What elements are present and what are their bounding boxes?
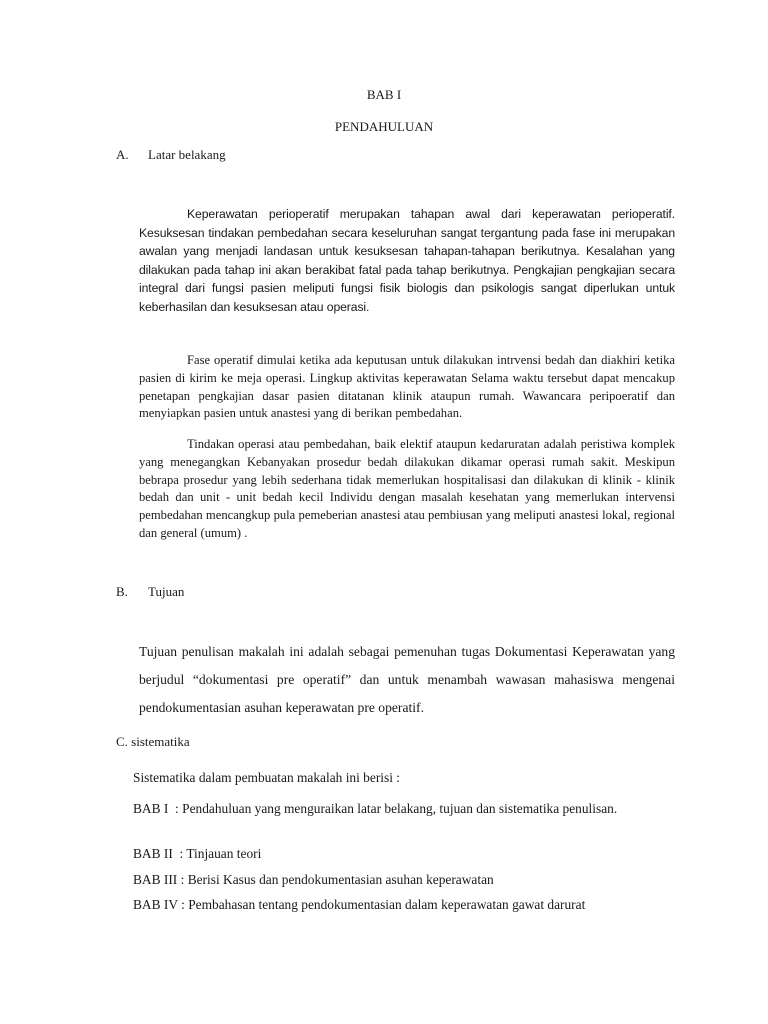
sistematika-item-label: BAB II : — [133, 846, 184, 861]
paragraph-text: Keperawatan perioperatif merupakan tahapan awal dari keperawatan perioperatif. Kesuksesan tindakan pembedahan secara keseluruhan sangat tergantung pada fase ini merupakan awalan yang menjadi landasan untuk kesuksesan tahapan-tahapan berikutnya. Kesalahan yang dilakukan pada tahap ini akan berakibat fatal pada tahap berikutnya. Pengkajian pengkajian secara integral dari fungsi pasien meliputi fungsi fisik biologis dan psikologis sangat diperlukan untuk keberhasilan dan kesuksesan atau operasi. — [139, 207, 675, 314]
sistematika-item-text: Tinjauan teori — [186, 846, 262, 861]
sistematika-intro: Sistematika dalam pembuatan makalah ini berisi : — [133, 770, 400, 785]
chapter-title: PENDAHULUAN — [334, 119, 434, 134]
section-a-heading — [116, 147, 226, 163]
section-a-letter: A. — [116, 147, 129, 162]
section-b-heading — [116, 584, 184, 600]
sistematika-item-bab-3 — [133, 872, 675, 888]
sistematika-item-label: BAB I : — [133, 801, 179, 816]
sistematika-item-bab-4 — [133, 897, 675, 913]
section-a-paragraph-3 — [139, 436, 675, 543]
section-a-title: Latar belakang — [148, 147, 226, 162]
section-a-paragraph-1 — [139, 205, 675, 316]
sistematika-item-label: BAB IV : — [133, 897, 185, 912]
paragraph-text: Tujuan penulisan makalah ini adalah sebagai pemenuhan tugas Dokumentasi Keperawatan yang berjudul “dokumentasi pre operatif” dan untuk menambah wawasan mahasiswa mengenai pendokumentasian asuhan keperawatan pre operatif. — [139, 644, 675, 715]
section-b-title: Tujuan — [148, 584, 185, 599]
sistematika-item-bab-2 — [133, 846, 675, 862]
chapter-number: BAB I — [366, 87, 402, 102]
sistematika-item-text: Berisi Kasus dan pendokumentasian asuhan keperawatan — [187, 872, 494, 887]
sistematika-item-text: Pembahasan tentang pendokumentasian dalam keperawatan gawat darurat — [188, 897, 586, 912]
sistematika-item-text: Pendahuluan yang menguraikan latar belakang, tujuan dan sistematika penulisan. — [182, 801, 618, 816]
paragraph-text: Fase operatif dimulai ketika ada keputusan untuk dilakukan intrvensi bedah dan diakhiri ketika pasien di kirim ke meja operasi. Lingkup aktivitas keperawatan Selama waktu tersebut dapat mencakup penetapan pengkajian dasar pasien ditatanan klinik ataupun rumah. Wawancara peripoeratif dan menyiapkan pasien untuk anastesi yang di berikan pembedahan. — [139, 353, 675, 421]
section-c-heading: C. sistematika — [116, 734, 190, 749]
section-b-paragraph — [139, 638, 675, 722]
section-b-letter: B. — [116, 584, 128, 599]
sistematika-item-bab-1 — [133, 796, 675, 821]
sistematika-item-label: BAB III : — [133, 872, 185, 887]
paragraph-text: Tindakan operasi atau pembedahan, baik elektif ataupun kedaruratan adalah peristiwa komplek yang menegangkan Kebanyakan prosedur bedah dilakukan dikamar operasi rumah sakit. Meskipun bebrapa prosedur yang lebih sederhana tidak memerlukan hospitalisasi dan dilakukan di klinik - klinik bedah dan unit - unit bedah kecil Individu dengan masalah kesehatan yang memerlukan intervensi pembedahan mencangkup pula pemeberian anastesi atau pembiusan yang meliputi anastesi lokal, regional dan general (umum) . — [139, 437, 675, 540]
section-a-paragraph-2 — [139, 352, 675, 423]
